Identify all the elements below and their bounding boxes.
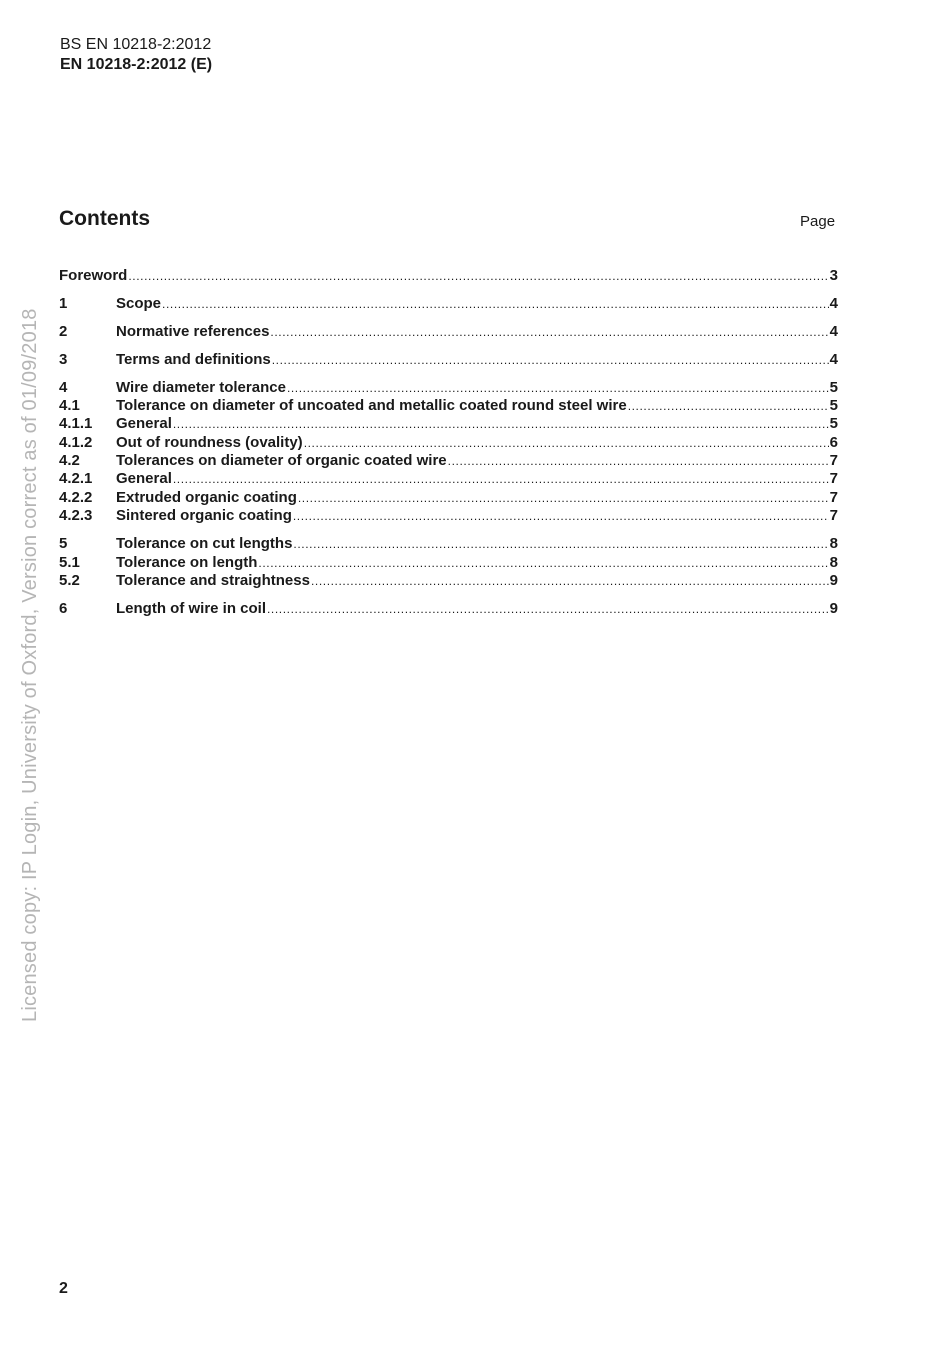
toc-entry-5-2[interactable] (59, 572, 838, 590)
toc-entry-number: 4.1.1 (59, 415, 93, 432)
toc-entry-4-2-2[interactable] (59, 489, 838, 507)
toc-entry-number: 4.1.2 (59, 434, 93, 451)
toc-entry-number: 5.2 (59, 572, 80, 589)
toc-entry-number: 4.2.2 (59, 489, 93, 506)
toc-entry-4-1-1[interactable] (59, 415, 838, 433)
toc-entry-4-1-2[interactable] (59, 434, 838, 452)
toc-entry-number: 4 (59, 379, 68, 396)
toc-entry-page: 5 (829, 415, 838, 432)
toc-entry-page: 9 (829, 600, 838, 617)
toc-entry-number: 4.2.1 (59, 470, 93, 487)
toc-entry-page: 6 (829, 434, 838, 451)
page-number: 2 (59, 1280, 68, 1297)
toc-leader-dots (272, 351, 829, 369)
toc-entry-4-2[interactable] (59, 452, 838, 470)
toc-entry-page: 5 (829, 379, 838, 396)
toc-entry-page: 8 (829, 535, 838, 552)
toc-leader-dots (173, 470, 829, 488)
toc-leader-dots (293, 507, 829, 525)
toc-leader-dots (173, 415, 829, 433)
license-watermark: Licensed copy: IP Login, University of Oxford, Version correct as of 01/09/2018 (19, 308, 41, 1022)
toc-leader-dots (162, 295, 829, 313)
toc-entry-4-1[interactable] (59, 397, 838, 415)
toc-leader-dots (267, 600, 829, 618)
toc-entry-number: 6 (59, 600, 68, 617)
toc-entry-page: 7 (829, 507, 838, 524)
toc-entry-number: 4.1 (59, 397, 80, 414)
toc-entry-number: 3 (59, 351, 68, 368)
toc-entry-foreword[interactable] (59, 267, 838, 285)
toc-entry-title: Tolerance on length (116, 554, 258, 571)
toc-entry-title: Tolerance on diameter of uncoated and metallic coated round steel wire (116, 397, 627, 414)
toc-entry-title: Out of roundness (ovality) (116, 434, 303, 451)
toc-entry-page: 8 (829, 554, 838, 571)
toc-entry-number: 4.2 (59, 452, 80, 469)
toc-entry-5-1[interactable] (59, 554, 838, 572)
toc-entry-number: 1 (59, 295, 68, 312)
toc-entry-number: 5.1 (59, 554, 80, 571)
toc-leader-dots (298, 489, 829, 507)
toc-entry-page: 7 (829, 489, 838, 506)
toc-entry-title: General (116, 470, 172, 487)
toc-entry-title: Scope (116, 295, 162, 312)
toc-entry-number: 4.2.3 (59, 507, 93, 524)
toc-entry-page: 4 (829, 323, 838, 340)
toc-leader-dots (311, 572, 829, 590)
toc-entry-4-2-1[interactable] (59, 470, 838, 488)
toc-entry-title: Foreword (59, 267, 128, 284)
toc-entry-2[interactable] (59, 323, 838, 341)
toc-entry-number: 5 (59, 535, 68, 552)
toc-leader-dots (293, 535, 828, 553)
toc-leader-dots (287, 379, 829, 397)
toc-leader-dots (448, 452, 829, 470)
toc-entry-number: 2 (59, 323, 68, 340)
standard-reference-en: EN 10218-2:2012 (E) (60, 56, 213, 73)
page-column-label: Page (800, 213, 836, 230)
toc-entry-1[interactable] (59, 295, 838, 313)
toc-entry-3[interactable] (59, 351, 838, 369)
toc-entry-title: Tolerance on cut lengths (116, 535, 293, 552)
toc-entry-page: 3 (829, 267, 838, 284)
toc-entry-page: 7 (829, 452, 838, 469)
toc-leader-dots (128, 267, 828, 285)
toc-entry-title: General (116, 415, 172, 432)
toc-entry-page: 5 (829, 397, 838, 414)
toc-entry-page: 9 (829, 572, 838, 589)
toc-leader-dots (270, 323, 828, 341)
toc-entry-title: Tolerances on diameter of organic coated wire (116, 452, 447, 469)
toc-entry-4[interactable] (59, 379, 838, 397)
toc-entry-page: 4 (829, 351, 838, 368)
toc-entry-page: 7 (829, 470, 838, 487)
toc-entry-title: Extruded organic coating (116, 489, 297, 506)
toc-entry-title: Length of wire in coil (116, 600, 266, 617)
standard-reference: BS EN 10218-2:2012 (60, 36, 212, 53)
toc-entry-6[interactable] (59, 600, 838, 618)
toc-entry-title: Normative references (116, 323, 270, 340)
toc-leader-dots (258, 554, 828, 572)
toc-entry-title: Sintered organic coating (116, 507, 292, 524)
toc-entry-4-2-3[interactable] (59, 507, 838, 525)
toc-entry-page: 4 (829, 295, 838, 312)
toc-leader-dots (628, 397, 829, 415)
toc-entry-title: Terms and definitions (116, 351, 271, 368)
toc-entry-title: Tolerance and straightness (116, 572, 310, 589)
toc-entry-title: Wire diameter tolerance (116, 379, 286, 396)
contents-heading: Contents (59, 207, 150, 230)
toc-entry-5[interactable] (59, 535, 838, 553)
toc-leader-dots (304, 434, 829, 452)
